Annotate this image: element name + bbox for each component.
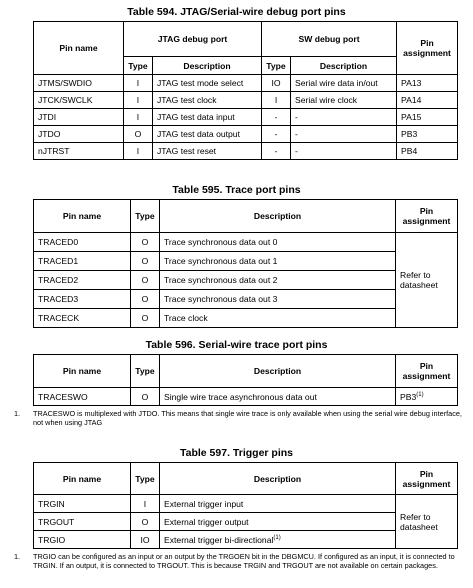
table-row [34, 531, 458, 549]
pin-name-cell: TRGOUT [34, 513, 131, 531]
header-jtag-debug-port: JTAG debug port [124, 22, 262, 57]
pin-name-cell: TRACECK [34, 309, 131, 328]
pin-name-cell: JTCK/SWCLK [34, 92, 124, 109]
table-row [34, 495, 458, 513]
pin-name-cell: JTMS/SWDIO [34, 75, 124, 92]
header-sw-type: Type [262, 57, 291, 75]
header-jtag-type: Type [124, 57, 153, 75]
pin-assignment-cell: PA14 [397, 92, 458, 109]
pin-assignment-cell: Refer to datasheet [396, 495, 458, 549]
pin-name-cell: TRACED3 [34, 290, 131, 309]
header-pin-assignment: Pin assignment [396, 355, 458, 388]
header-sw-debug-port: SW debug port [262, 22, 397, 57]
header-pin-name: Pin name [34, 200, 131, 233]
table-595-caption: Table 595. Trace port pins [172, 184, 301, 196]
pin-assignment-cell: PA13 [397, 75, 458, 92]
footnote-text: TRGIO can be configured as an input or an output by the TRGOEN bit in the DBGMCU. If configured as an input, it is connected to TRGIN. If an output, it is connected to TRGOUT. This is because TRGIN and TRGOUT are not available on certain packages. [33, 552, 455, 570]
header-pin-name: Pin name [34, 355, 131, 388]
table-row [34, 75, 458, 92]
sw-description-cell: - [291, 109, 397, 126]
pin-assignment-cell: Refer to datasheet [396, 233, 458, 328]
table-596 [33, 354, 458, 406]
pin-name-cell: TRGIO [34, 531, 131, 549]
sw-type-cell: - [262, 109, 291, 126]
description-text: External trigger output [164, 516, 249, 527]
description-cell: Trace synchronous data out 2 [160, 271, 396, 290]
description-cell: Single wire trace asynchronous data out [160, 388, 396, 406]
pin-name-cell: JTDI [34, 109, 124, 126]
table-row [34, 92, 458, 109]
header-sw-description: Description [291, 57, 397, 75]
jtag-description-cell: JTAG test data output [153, 126, 262, 143]
sw-description-cell: - [291, 143, 397, 160]
sw-description-cell: - [291, 126, 397, 143]
table-596-caption: Table 596. Serial-wire trace port pins [145, 339, 328, 351]
header-description: Description [160, 355, 396, 388]
footnote-text: TRACESWO is multiplexed with JTDO. This means that single wire trace is only available when using the serial wire debug interface, not when using JTAG [33, 409, 462, 427]
type-cell: IO [131, 531, 160, 549]
sw-description-cell: Serial wire data in/out [291, 75, 397, 92]
description-cell [160, 531, 396, 549]
footnote-ref: (1) [416, 391, 424, 398]
jtag-type-cell: O [124, 126, 153, 143]
type-cell: O [131, 252, 160, 271]
table-row [34, 290, 458, 309]
sw-description-cell: Serial wire clock [291, 92, 397, 109]
type-cell: O [131, 388, 160, 406]
header-description: Description [160, 200, 396, 233]
footnote-ref: (1) [273, 534, 281, 541]
jtag-type-cell: I [124, 143, 153, 160]
type-cell: O [131, 271, 160, 290]
pin-assignment-cell: PB4 [397, 143, 458, 160]
sw-type-cell: IO [262, 75, 291, 92]
type-cell: O [131, 233, 160, 252]
footnote-number: 1. [14, 552, 21, 561]
header-pin-assignment: Pin assignment [397, 22, 458, 75]
header-pin-assignment: Pin assignment [396, 200, 458, 233]
description-cell: Trace synchronous data out 1 [160, 252, 396, 271]
type-cell: O [131, 513, 160, 531]
header-type: Type [131, 200, 160, 233]
table-597-caption: Table 597. Trigger pins [179, 447, 293, 459]
pin-assignment-cell: PA15 [397, 109, 458, 126]
table-597 [33, 462, 458, 549]
table-row [34, 126, 458, 143]
table-row [34, 233, 458, 252]
footnote-number: 1. [14, 409, 21, 418]
table-row [34, 252, 458, 271]
jtag-description-cell: JTAG test reset [153, 143, 262, 160]
jtag-type-cell: I [124, 92, 153, 109]
table-row [34, 513, 458, 531]
pin-assignment-value: PB3 [400, 391, 417, 402]
jtag-description-cell: JTAG test data input [153, 109, 262, 126]
type-cell: O [131, 309, 160, 328]
pin-name-cell: TRACESWO [34, 388, 131, 406]
table-597-footnote [14, 552, 464, 570]
header-pin-name: Pin name [34, 463, 131, 495]
header-jtag-description: Description [153, 57, 262, 75]
table-595 [33, 199, 458, 328]
header-pin-name: Pin name [34, 22, 124, 75]
pin-name-cell: nJTRST [34, 143, 124, 160]
header-description: Description [160, 463, 396, 495]
table-row [34, 309, 458, 328]
description-text: External trigger input [164, 498, 244, 509]
description-cell: Trace clock [160, 309, 396, 328]
table-row [34, 271, 458, 290]
header-pin-assignment: Pin assignment [396, 463, 458, 495]
header-type: Type [131, 355, 160, 388]
description-cell: Trace synchronous data out 0 [160, 233, 396, 252]
table-596-footnote [14, 409, 464, 427]
table-594-caption: Table 594. JTAG/Serial-wire debug port pins [127, 6, 346, 18]
jtag-description-cell: JTAG test clock [153, 92, 262, 109]
type-cell: I [131, 495, 160, 513]
pin-name-cell: JTDO [34, 126, 124, 143]
pin-name-cell: TRACED2 [34, 271, 131, 290]
jtag-type-cell: I [124, 109, 153, 126]
table-row [34, 388, 458, 406]
type-cell: O [131, 290, 160, 309]
sw-type-cell: I [262, 92, 291, 109]
table-row [34, 109, 458, 126]
table-594 [33, 21, 458, 160]
pin-name-cell: TRGIN [34, 495, 131, 513]
jtag-description-cell: JTAG test mode select [153, 75, 262, 92]
description-cell [160, 495, 396, 513]
description-text: External trigger bi-directional [164, 534, 274, 545]
description-cell: Trace synchronous data out 3 [160, 290, 396, 309]
pin-assignment-cell: PB3 [397, 126, 458, 143]
jtag-type-cell: I [124, 75, 153, 92]
pin-name-cell: TRACED1 [34, 252, 131, 271]
sw-type-cell: - [262, 126, 291, 143]
header-type: Type [131, 463, 160, 495]
sw-type-cell: - [262, 143, 291, 160]
description-cell [160, 513, 396, 531]
pin-name-cell: TRACED0 [34, 233, 131, 252]
table-row [34, 143, 458, 160]
pin-assignment-cell [396, 388, 458, 406]
